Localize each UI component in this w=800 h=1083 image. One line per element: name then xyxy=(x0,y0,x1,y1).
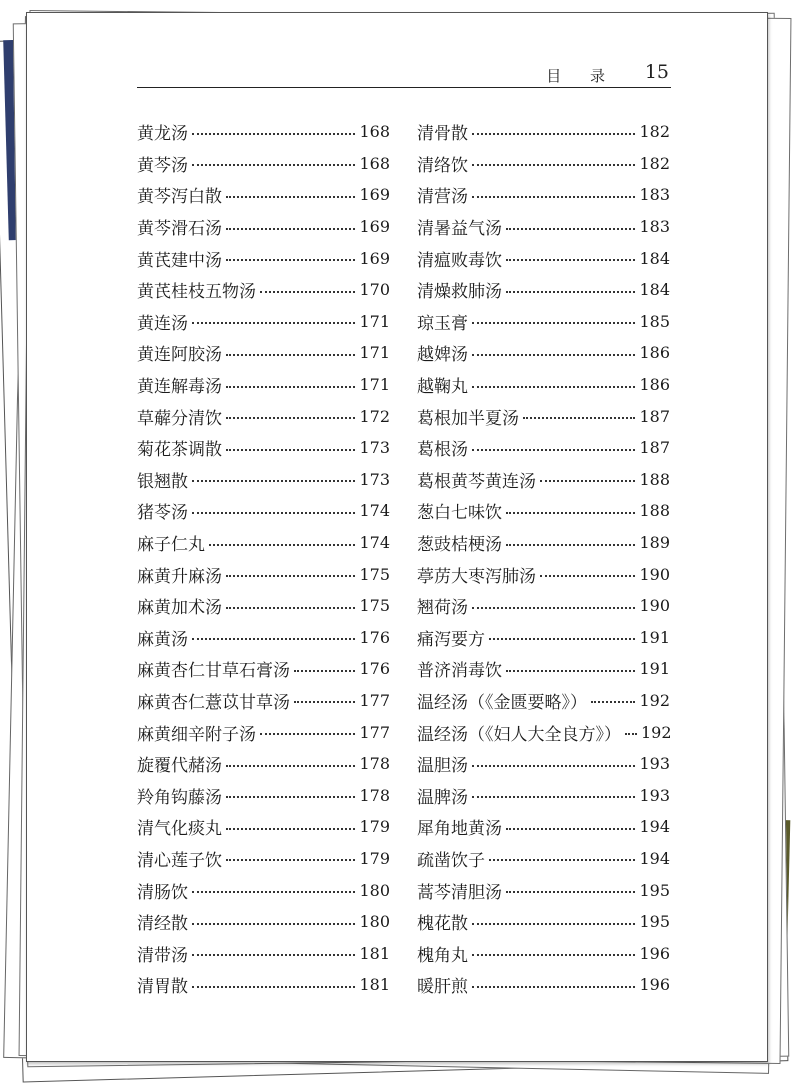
toc-entry-page: 175 xyxy=(359,564,390,584)
toc-entry-page: 192 xyxy=(639,690,670,710)
dot-leader xyxy=(472,978,635,988)
toc-entry[interactable] xyxy=(417,464,670,496)
dot-leader xyxy=(506,283,635,293)
toc-entry-page: 175 xyxy=(359,596,390,616)
toc-entry-title: 麻黄加术汤 xyxy=(137,598,222,619)
toc-entry[interactable] xyxy=(417,590,670,622)
toc-entry-page: 179 xyxy=(359,817,390,837)
toc-entry-page: 168 xyxy=(359,153,390,173)
toc-entry-page: 184 xyxy=(639,248,670,268)
dot-leader xyxy=(226,441,355,451)
toc-entry-page: 196 xyxy=(639,943,670,963)
toc-entry-title: 越婢汤 xyxy=(417,345,468,366)
toc-entry-title: 琼玉膏 xyxy=(417,313,468,334)
dot-leader xyxy=(260,283,355,293)
toc-entry-title: 痛泻要方 xyxy=(417,629,485,650)
toc-entry-title: 清暑益气汤 xyxy=(417,219,502,240)
dot-leader xyxy=(472,156,635,166)
toc-entry[interactable] xyxy=(137,464,390,496)
dot-leader xyxy=(192,314,355,324)
toc-entry-page: 195 xyxy=(639,880,670,900)
toc-entry-title: 清胃散 xyxy=(137,977,188,998)
toc-entry[interactable] xyxy=(137,274,390,306)
toc-entry-page: 174 xyxy=(359,501,390,521)
dot-leader xyxy=(472,125,635,135)
dot-leader xyxy=(294,693,355,703)
toc-entry-title: 清经散 xyxy=(137,914,188,935)
toc-entry-page: 195 xyxy=(639,912,670,932)
toc-entry-title: 麻黄汤 xyxy=(137,629,188,650)
dot-leader xyxy=(226,757,355,767)
toc-entry-page: 180 xyxy=(359,912,390,932)
toc-entry[interactable] xyxy=(137,811,390,843)
dot-leader xyxy=(472,788,635,798)
dot-leader xyxy=(226,378,355,388)
dot-leader xyxy=(523,409,635,419)
dot-leader xyxy=(472,757,635,767)
dot-leader xyxy=(226,788,355,798)
dot-leader xyxy=(192,504,355,514)
toc-entry-title: 黄龙汤 xyxy=(137,124,188,145)
dot-leader xyxy=(260,725,355,735)
toc-entry[interactable] xyxy=(417,779,670,811)
toc-entry[interactable] xyxy=(417,969,670,1001)
toc-entry[interactable] xyxy=(417,148,670,180)
toc-entry-title: 温胆汤 xyxy=(417,756,468,777)
dot-leader xyxy=(226,346,355,356)
toc-entry[interactable] xyxy=(137,843,390,875)
toc-entry-title: 犀角地黄汤 xyxy=(417,819,502,840)
toc-entry-title: 麻黄升麻汤 xyxy=(137,566,222,587)
toc-entry-page: 178 xyxy=(359,754,390,774)
toc-entry-title: 温经汤（《金匮要略》） xyxy=(417,692,587,713)
dot-leader xyxy=(226,851,355,861)
toc-entry-page: 185 xyxy=(639,311,670,331)
dot-leader xyxy=(506,504,635,514)
toc-entry-page: 184 xyxy=(639,280,670,300)
section-title: 目 录 xyxy=(546,67,617,85)
toc-entry[interactable] xyxy=(137,116,390,148)
toc-entry-title: 蒿芩清胆汤 xyxy=(417,882,502,903)
toc-right-column xyxy=(417,116,670,1001)
toc-entry-title: 葶苈大枣泻肺汤 xyxy=(417,566,536,587)
page-number: 15 xyxy=(644,61,669,83)
toc-entry-title: 疏凿饮子 xyxy=(417,850,485,871)
toc-entry-title: 葱白七味饮 xyxy=(417,503,502,524)
toc-entry[interactable] xyxy=(137,242,390,274)
toc-entry[interactable] xyxy=(137,527,390,559)
toc-entry-page: 173 xyxy=(359,438,390,458)
dot-leader xyxy=(625,725,637,735)
toc-entry-page: 169 xyxy=(359,217,390,237)
toc-entry[interactable] xyxy=(137,369,390,401)
toc-entry-title: 槐角丸 xyxy=(417,945,468,966)
toc-entry[interactable] xyxy=(417,558,670,590)
dot-leader xyxy=(226,599,355,609)
dot-leader xyxy=(226,567,355,577)
toc-entry[interactable] xyxy=(417,306,670,338)
toc-entry[interactable] xyxy=(137,432,390,464)
toc-entry-page: 193 xyxy=(639,785,670,805)
toc-entry-page: 187 xyxy=(639,438,670,458)
dot-leader xyxy=(540,472,635,482)
toc-entry-title: 葛根汤 xyxy=(417,440,468,461)
toc-entry-page: 181 xyxy=(359,943,390,963)
toc-entry[interactable] xyxy=(137,653,390,685)
toc-entry-page: 191 xyxy=(639,659,670,679)
toc-entry-page: 188 xyxy=(639,501,670,521)
dot-leader xyxy=(192,883,355,893)
dot-leader xyxy=(489,851,635,861)
toc-entry-title: 翘荷汤 xyxy=(417,598,468,619)
dot-leader xyxy=(192,472,355,482)
dot-leader xyxy=(226,251,355,261)
toc-entry[interactable] xyxy=(417,369,670,401)
toc-entry-page: 183 xyxy=(639,185,670,205)
toc-entry[interactable] xyxy=(137,874,390,906)
dot-leader xyxy=(489,630,635,640)
toc-entry-page: 176 xyxy=(359,627,390,647)
toc-entry-page: 178 xyxy=(359,785,390,805)
toc-entry[interactable] xyxy=(137,748,390,780)
toc-entry[interactable] xyxy=(137,685,390,717)
toc-entry[interactable] xyxy=(137,148,390,180)
toc-entry[interactable] xyxy=(137,495,390,527)
dot-leader xyxy=(472,441,635,451)
toc-entry-title: 黄连解毒汤 xyxy=(137,377,222,398)
toc-entry-page: 183 xyxy=(639,217,670,237)
dot-leader xyxy=(192,978,355,988)
dot-leader xyxy=(192,156,355,166)
toc-entry-page: 194 xyxy=(639,848,670,868)
toc-entry-page: 182 xyxy=(639,122,670,142)
toc-entry-title: 草薢分清饮 xyxy=(137,408,222,429)
toc-entry[interactable] xyxy=(417,527,670,559)
toc-entry-title: 羚角钩藤汤 xyxy=(137,787,222,808)
dot-leader xyxy=(506,220,635,230)
toc-entry-page: 186 xyxy=(639,343,670,363)
toc-entry-page: 190 xyxy=(639,596,670,616)
toc-entry-page: 189 xyxy=(639,533,670,553)
toc-entry[interactable] xyxy=(137,400,390,432)
toc-entry-page: 179 xyxy=(359,848,390,868)
toc-entry-title: 清燥救肺汤 xyxy=(417,282,502,303)
toc-entry-title: 清瘟败毒饮 xyxy=(417,250,502,271)
dot-leader xyxy=(506,251,635,261)
toc-entry-title: 黄芩泻白散 xyxy=(137,187,222,208)
toc-entry-title: 葱豉桔梗汤 xyxy=(417,535,502,556)
toc-entry-title: 葛根加半夏汤 xyxy=(417,408,519,429)
toc-entry-title: 菊花茶调散 xyxy=(137,440,222,461)
toc-entry-title: 黄芪建中汤 xyxy=(137,250,222,271)
toc-entry-title: 清骨散 xyxy=(417,124,468,145)
dot-leader xyxy=(226,220,355,230)
toc-entry-page: 177 xyxy=(359,690,390,710)
toc-entry[interactable] xyxy=(417,495,670,527)
toc-entry[interactable] xyxy=(417,116,670,148)
toc-entry-page: 171 xyxy=(359,343,390,363)
dot-leader xyxy=(506,536,635,546)
toc-entry-title: 槐花散 xyxy=(417,914,468,935)
toc-entry-page: 171 xyxy=(359,311,390,331)
toc-entry-title: 清营汤 xyxy=(417,187,468,208)
page-header xyxy=(137,63,671,88)
toc-entry[interactable] xyxy=(137,622,390,654)
toc-entry-page: 193 xyxy=(639,754,670,774)
toc-entry-page: 169 xyxy=(359,185,390,205)
toc-entry[interactable] xyxy=(417,716,670,748)
dot-leader xyxy=(192,946,355,956)
toc-entry-page: 173 xyxy=(359,469,390,489)
toc-entry-title: 麻子仁丸 xyxy=(137,535,205,556)
dot-leader xyxy=(226,188,355,198)
toc-entry-title: 清心莲子饮 xyxy=(137,850,222,871)
toc-entry[interactable] xyxy=(137,937,390,969)
toc-entry[interactable] xyxy=(417,179,670,211)
toc-entry-page: 188 xyxy=(639,469,670,489)
dot-leader xyxy=(472,378,635,388)
toc-entry-page: 176 xyxy=(359,659,390,679)
dot-leader xyxy=(472,946,635,956)
toc-entry-title: 黄芪桂枝五物汤 xyxy=(137,282,256,303)
toc-entry[interactable] xyxy=(137,211,390,243)
toc-entry[interactable] xyxy=(417,622,670,654)
toc-entry[interactable] xyxy=(417,685,670,717)
dot-leader xyxy=(506,883,635,893)
toc-entry-title: 温脾汤 xyxy=(417,787,468,808)
toc-entry-title: 麻黄杏仁薏苡甘草汤 xyxy=(137,692,290,713)
toc-entry-page: 172 xyxy=(359,406,390,426)
toc-entry-page: 192 xyxy=(641,722,672,742)
toc-entry-title: 麻黄细辛附子汤 xyxy=(137,724,256,745)
toc-entry[interactable] xyxy=(417,937,670,969)
toc-entry-title: 越鞠丸 xyxy=(417,377,468,398)
toc-entry[interactable] xyxy=(417,811,670,843)
toc-entry-page: 174 xyxy=(359,533,390,553)
dot-leader xyxy=(226,409,355,419)
toc-entry[interactable] xyxy=(137,558,390,590)
toc-entry[interactable] xyxy=(417,906,670,938)
toc-entry[interactable] xyxy=(137,969,390,1001)
toc-entry-title: 清肠饮 xyxy=(137,882,188,903)
toc-entry[interactable] xyxy=(137,337,390,369)
toc-entry-page: 168 xyxy=(359,122,390,142)
toc-entry-page: 169 xyxy=(359,248,390,268)
dot-leader xyxy=(472,599,635,609)
toc-entry[interactable] xyxy=(417,653,670,685)
toc-entry[interactable] xyxy=(137,590,390,622)
toc-entry[interactable] xyxy=(417,874,670,906)
dot-leader xyxy=(591,693,635,703)
toc-entry-title: 清气化痰丸 xyxy=(137,819,222,840)
toc-entry[interactable] xyxy=(417,748,670,780)
toc-entry-page: 177 xyxy=(359,722,390,742)
toc-entry-page: 180 xyxy=(359,880,390,900)
toc-entry-title: 葛根黄芩黄连汤 xyxy=(417,471,536,492)
dot-leader xyxy=(472,346,635,356)
toc-entry-title: 旋覆代赭汤 xyxy=(137,756,222,777)
toc-entry[interactable] xyxy=(137,716,390,748)
toc-entry-page: 170 xyxy=(359,280,390,300)
toc-entry[interactable] xyxy=(417,337,670,369)
toc-entry-title: 猪苓汤 xyxy=(137,503,188,524)
toc-entry[interactable] xyxy=(137,179,390,211)
toc-page xyxy=(26,12,768,1062)
toc-entry-title: 黄芩滑石汤 xyxy=(137,219,222,240)
dot-leader xyxy=(226,820,355,830)
toc-entry[interactable] xyxy=(417,400,670,432)
toc-entry-page: 187 xyxy=(639,406,670,426)
dot-leader xyxy=(472,314,635,324)
toc-entry-page: 181 xyxy=(359,975,390,995)
toc-entry-page: 190 xyxy=(639,564,670,584)
toc-entry-title: 黄芩汤 xyxy=(137,155,188,176)
toc-entry[interactable] xyxy=(137,306,390,338)
toc-entry-title: 暖肝煎 xyxy=(417,977,468,998)
toc-entry-page: 186 xyxy=(639,375,670,395)
toc-entry-page: 194 xyxy=(639,817,670,837)
dot-leader xyxy=(192,125,355,135)
toc-entry-title: 普济消毒饮 xyxy=(417,661,502,682)
toc-entry[interactable] xyxy=(137,779,390,811)
dot-leader xyxy=(506,820,635,830)
dot-leader xyxy=(192,915,355,925)
toc-entry-title: 温经汤（《妇人大全良方》） xyxy=(417,724,621,745)
dot-leader xyxy=(506,662,635,672)
dot-leader xyxy=(540,567,635,577)
dot-leader xyxy=(192,630,355,640)
toc-entry-page: 182 xyxy=(639,153,670,173)
toc-left-column xyxy=(137,116,390,1001)
toc-entry-title: 黄连阿胶汤 xyxy=(137,345,222,366)
dot-leader xyxy=(209,536,355,546)
toc-entry[interactable] xyxy=(417,242,670,274)
toc-entry[interactable] xyxy=(417,211,670,243)
toc-entry[interactable] xyxy=(417,843,670,875)
toc-entry-title: 银翘散 xyxy=(137,471,188,492)
toc-entry-title: 黄连汤 xyxy=(137,313,188,334)
toc-entry-page: 196 xyxy=(639,975,670,995)
toc-entry[interactable] xyxy=(137,906,390,938)
toc-entry-title: 清络饮 xyxy=(417,155,468,176)
dot-leader xyxy=(472,188,635,198)
toc-entry[interactable] xyxy=(417,274,670,306)
toc-entry-page: 171 xyxy=(359,375,390,395)
toc-entry[interactable] xyxy=(417,432,670,464)
toc-entry-title: 清带汤 xyxy=(137,945,188,966)
toc-entry-title: 麻黄杏仁甘草石膏汤 xyxy=(137,661,290,682)
toc-entry-page: 191 xyxy=(639,627,670,647)
dot-leader xyxy=(472,915,635,925)
dot-leader xyxy=(294,662,355,672)
